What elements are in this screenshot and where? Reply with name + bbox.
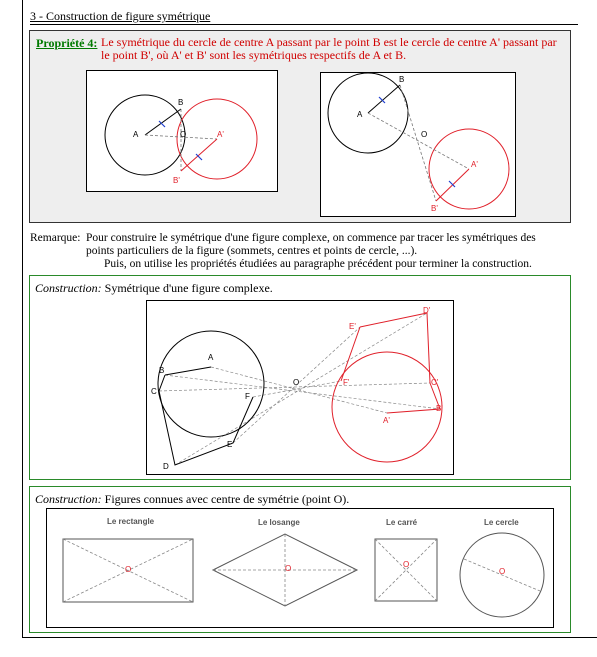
point-label-b: B xyxy=(399,75,405,84)
construction-2-label: Construction: xyxy=(35,492,102,506)
point-label-e2: E' xyxy=(349,322,356,331)
point-label-b2: B' xyxy=(431,204,438,213)
point-label-a: A xyxy=(208,353,214,362)
point-label-o: O xyxy=(180,130,187,139)
point-label-d2: D' xyxy=(423,306,431,315)
property-text: Le symétrique du cercle de centre A passant par le point B est le cercle de centre A' passant par le point B', où A' et B' sont les symétriques respectifs de A et B. xyxy=(101,35,557,62)
center-label-rectangle: O xyxy=(125,565,132,574)
point-label-e: E xyxy=(227,440,233,449)
point-label-a: A xyxy=(133,130,139,139)
shape-title-carre: Le carré xyxy=(386,518,418,527)
point-label-f: F xyxy=(245,392,250,401)
construction-1-text: Symétrique d'une figure complexe. xyxy=(104,281,273,295)
section-rule xyxy=(30,24,578,25)
point-label-b: B xyxy=(178,98,184,107)
point-label-a2: A' xyxy=(383,416,390,425)
point-label-c: C xyxy=(151,387,157,396)
construction-1-heading xyxy=(35,281,273,296)
shape-title-cercle: Le cercle xyxy=(484,518,519,527)
point-label-b: B xyxy=(159,366,165,375)
point-label-d: D xyxy=(163,462,169,471)
property-label: Propriété 4: xyxy=(36,36,98,50)
construction-2-heading xyxy=(35,492,349,507)
figure-separate-circles xyxy=(320,72,516,217)
shape-title-rectangle: Le rectangle xyxy=(107,517,155,526)
center-label-losange: O xyxy=(285,564,292,573)
shape-title-losange: Le losange xyxy=(258,518,300,527)
point-label-b2: B' xyxy=(173,176,180,185)
point-label-f2: F' xyxy=(343,378,350,387)
construction-2-text: Figures connues avec centre de symétrie (point O). xyxy=(104,492,350,506)
point-label-b2: B' xyxy=(436,404,443,413)
figure-overlapping-circles xyxy=(86,70,278,192)
section-title: 3 - Construction de figure symétrique xyxy=(30,9,211,23)
point-label-o: O xyxy=(293,378,300,387)
figure-complex-construction xyxy=(146,300,454,475)
center-label-carre: O xyxy=(403,560,410,569)
point-label-c2: C' xyxy=(431,378,439,387)
point-label-o: O xyxy=(421,130,428,139)
point-label-a2: A' xyxy=(217,130,224,139)
remark-body xyxy=(86,232,558,271)
center-label-cercle: O xyxy=(499,567,506,576)
remark-line1: Pour construire le symétrique d'une figure complexe, on commence par tracer les symétriques des points particuliers de la figure (sommets, centres et points de cercle, ...). xyxy=(86,232,536,257)
remark-line2: Puis, on utilise les propriétés étudiées au paragraphe précédent pour terminer la construction. xyxy=(104,258,532,270)
construction-1-label: Construction: xyxy=(35,281,102,295)
remark-label: Remarque: xyxy=(30,232,81,244)
figure-known-shapes xyxy=(46,508,554,628)
point-label-a2: A' xyxy=(471,160,478,169)
point-label-a: A xyxy=(357,110,363,119)
